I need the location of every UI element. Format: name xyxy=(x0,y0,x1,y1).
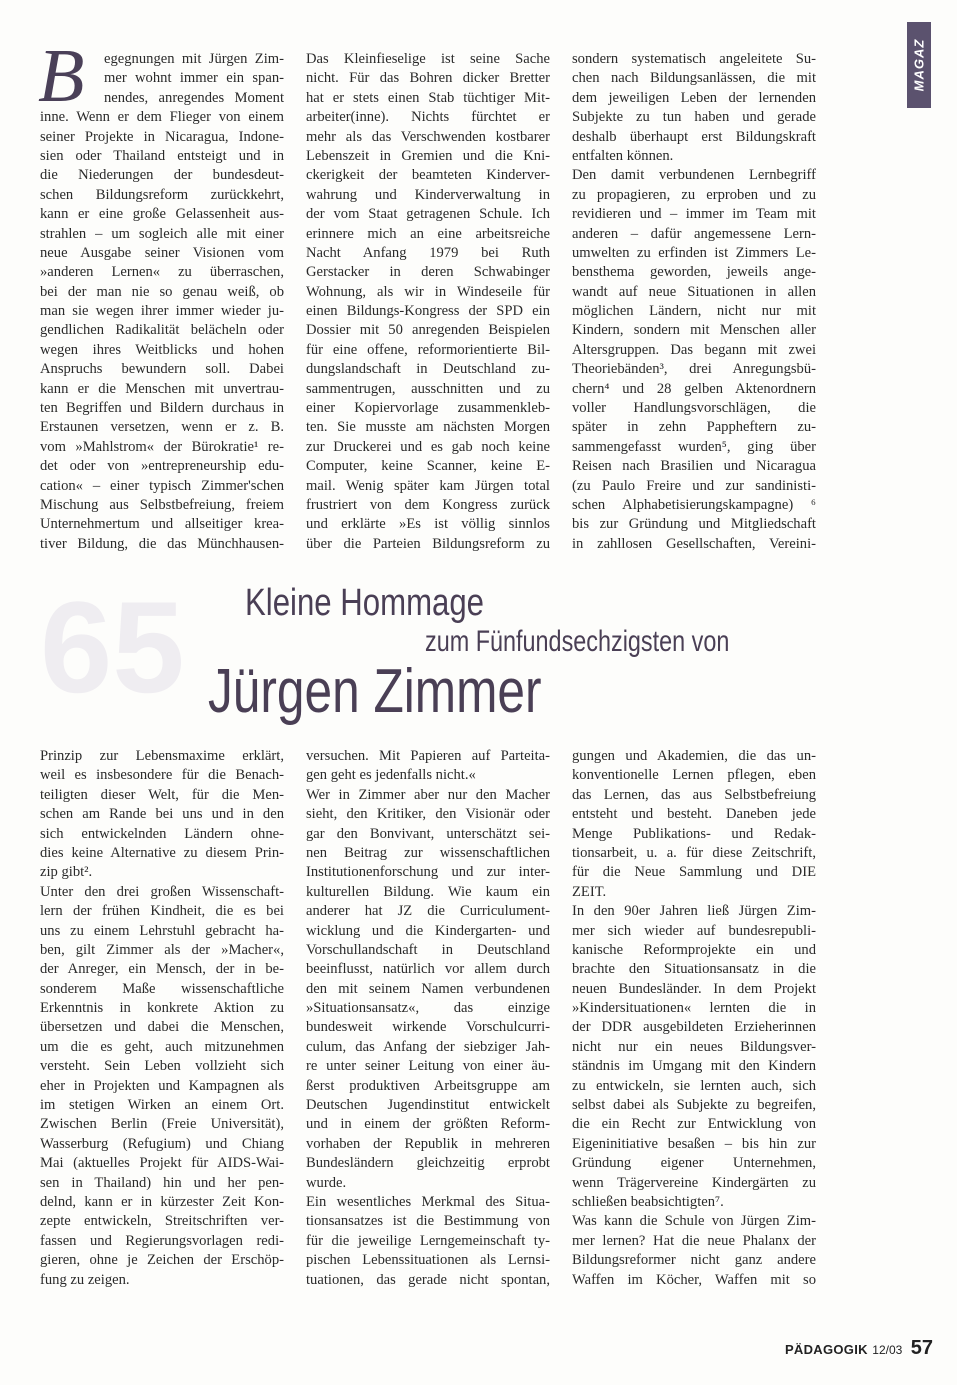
text-line: mer sich wieder auf bundesrepubli- xyxy=(572,922,816,939)
text-line: teiligten dieser Welt, für die Men- xyxy=(40,786,284,803)
title-line-3: Jürgen Zimmer xyxy=(208,657,542,726)
text-line: Reisen nach Brasilien und Nicaragua xyxy=(572,458,816,475)
text-line: sien oder Thailand entsteigt und in xyxy=(40,147,284,164)
text-line: konventionelle Lernen pflegen, eben xyxy=(572,767,816,784)
text-line: nendes, anregendes Moment xyxy=(104,89,284,106)
text-line: zepte entwickeln, Streitschriften ver- xyxy=(40,1213,284,1230)
text-line: Bundesländern gleichzeitig erprobt xyxy=(306,1155,550,1172)
text-line: ZEIT. xyxy=(572,883,607,900)
text-line: zur Druckerei und es gab noch keine xyxy=(306,438,550,455)
text-line: mer wohnt immer ein span- xyxy=(104,70,284,87)
text-line: fung zu zeigen. xyxy=(40,1271,130,1288)
text-line: und erklärte »Es ist völlig sinnlos xyxy=(306,516,550,533)
text-line: weil es insbesondere für die Benach- xyxy=(40,767,284,784)
text-line: kanische Reformprojekte ein und xyxy=(572,941,816,958)
text-line: möglichen Ländern, nicht nur mit xyxy=(572,303,816,320)
section-tab-label: MAGAZ xyxy=(911,38,927,92)
text-line: gieren, ohne je Zeichen der Erschöp- xyxy=(40,1252,284,1269)
text-line: der vom Staat getragenen Schule. Ich xyxy=(306,206,550,223)
title-line-2: zum Fünfundsechzigsten von xyxy=(425,625,730,658)
text-line: chen nach Bildungsanlässen, die mit xyxy=(572,70,816,87)
text-line: Bildungsreformer nicht ganz andere xyxy=(572,1252,816,1269)
text-line: culum, das Anfang der siebziger Jah- xyxy=(306,1038,550,1055)
title-watermark: 65 xyxy=(40,574,185,720)
text-line: Zwischen Berlin (Freie Universität), xyxy=(40,1116,284,1133)
text-line: ckerigkeit der beamteten Kinderver- xyxy=(306,167,550,184)
text-line: kann er die Menschen mit unvertrau- xyxy=(40,380,284,397)
text-line: »Kindersituationen« lernten die in xyxy=(572,1000,816,1017)
text-line: bensthema geworden, jeweils ange- xyxy=(572,264,816,281)
text-line: sammengefasst wurden⁵, ging über xyxy=(572,438,816,455)
text-line: hat er stets einen Stab tüchtiger Mit- xyxy=(306,89,550,106)
text-line: Wohnung, als wir in Windeseile für xyxy=(306,283,550,300)
text-line: beeinflusst, natürlich vor allem durch xyxy=(306,961,550,978)
text-line: wurde. xyxy=(306,1174,347,1191)
text-line: Mai (aktuelles Projekt für AIDS-Wai- xyxy=(40,1155,284,1172)
text-line: det oder von »entrepreneurship edu- xyxy=(40,458,284,475)
article-column xyxy=(40,50,284,554)
issue-number: 12/03 xyxy=(872,1343,903,1357)
text-line: Was kann die Schule von Jürgen Zim- xyxy=(572,1213,816,1230)
text-line: Prinzip zur Lebensmaxime erklärt, xyxy=(40,748,284,764)
text-line: Ein wesentliches Merkmal des Situa- xyxy=(306,1193,550,1210)
text-line: bundesweit wirkende Vorschulcurri- xyxy=(306,1019,550,1036)
text-line: Den damit verbundenen Lernbegriff xyxy=(572,167,816,184)
text-line: umwelten zu erfinden ist Zimmers Le- xyxy=(572,244,816,261)
text-line: versuchen. Mit Papieren auf Parteita- xyxy=(306,748,550,764)
text-line: einen Bildungs-Kongress der SPD ein xyxy=(306,303,550,320)
text-line: selbst dabei als Subjekte zu begreifen, xyxy=(572,1097,816,1114)
text-line: »Situationsansatz«, das einzige xyxy=(306,1000,550,1017)
text-line: zu propagieren, zu erproben und zu xyxy=(572,186,816,203)
text-line: seiner Projekte in Nicaragua, Indone- xyxy=(40,128,284,145)
text-line: Dossier mit 50 anregenden Beispielen xyxy=(306,322,550,339)
text-line: egegnungen mit Jürgen Zim- xyxy=(104,51,284,67)
text-line: kulturellen Bildung. Wie kaum ein xyxy=(306,883,550,900)
text-line: sonderem Maße wissenschaftliche xyxy=(40,980,284,997)
text-line: Vorschullandschaft in Deutschland xyxy=(306,941,550,958)
text-line: arbeiter(inne). Nichts fürchtet er xyxy=(306,109,550,126)
text-line: neuen Bundesländer. In dem Projekt xyxy=(572,980,816,997)
text-line: Altersgruppen. Das begann mit zwei xyxy=(572,341,816,358)
text-line: eher in Projekten und Kampagnen als xyxy=(40,1077,284,1094)
text-line: chern⁴ und 28 gelben Aktenordnern xyxy=(572,380,816,397)
text-line: Kindern, sondern mit Menschen aller xyxy=(572,322,816,339)
text-line: Unter den drei großen Wissenschaft- xyxy=(40,883,284,900)
text-line: mehr als das Verschwenden kostbarer xyxy=(306,128,550,145)
text-line: sen in Thailand) hin und her pen- xyxy=(40,1174,284,1191)
text-line: neue Ausgabe seiner Visionen vom xyxy=(40,244,284,261)
text-line: In den 90er Jahren ließ Jürgen Zim- xyxy=(572,903,816,920)
text-line: gungen und Akademien, die das un- xyxy=(572,748,816,764)
text-line: wegen ihres Weitblicks und hohen xyxy=(40,341,284,358)
text-line: wandt auf neue Situationen in allen xyxy=(572,283,816,300)
text-line: sieht, den Kritiker, den Visionär oder xyxy=(306,806,550,823)
page-footer xyxy=(785,1337,933,1360)
text-line: die ein Recht zur Entwicklung von xyxy=(572,1116,816,1133)
text-line: Deutschen Jugendinstitut entwickelt xyxy=(306,1097,550,1114)
section-tab xyxy=(907,22,931,108)
text-line: Unternehmertum und allseitiger krea- xyxy=(40,516,284,533)
text-line: Theoriebänden³, drei Anregungsbü- xyxy=(572,361,816,378)
text-line: Mischung aus Selbstbefreiung, freiem xyxy=(40,496,284,513)
text-line: man sie wegen ihrer immer wieder ju- xyxy=(40,303,284,320)
text-line: schen Bildungsreform zurückkehrt, xyxy=(40,186,284,203)
article-column xyxy=(306,50,550,554)
text-line: gen geht es jedenfalls nicht.« xyxy=(306,767,476,784)
text-line: Institutionenforschung und zur inter- xyxy=(306,864,550,881)
text-line: in zahllosen Gesellschaften, Vereini- xyxy=(572,535,816,552)
text-line: uns zu einem Lehrstuhl gebracht ha- xyxy=(40,922,284,939)
text-line: (zu Paulo Freire und zur sandinisti- xyxy=(572,477,816,494)
text-line: dungslandschaft in Deutschland zu- xyxy=(306,361,550,378)
text-line: um die es geht, auch mitzunehmen xyxy=(40,1038,284,1055)
title-line-1: Kleine Hommage xyxy=(245,582,485,624)
text-line: die Niederungen der bundesdeut- xyxy=(40,167,284,184)
text-line: im stetigen Wirken an einem Ort. xyxy=(40,1097,284,1114)
text-line: schließen beabsichtigten⁷. xyxy=(572,1193,724,1210)
text-line: ten. Sie musste am nächsten Morgen xyxy=(306,419,550,436)
text-line: ten Begriffen und Bildern durchaus in xyxy=(40,400,284,417)
text-line: zip gibt². xyxy=(40,864,93,881)
text-line: frustriert von dem Kongress zurück xyxy=(306,496,550,513)
text-line: nicht. Für das Bohren dicker Bretter xyxy=(306,70,550,87)
text-line: gar den Bonvivant, unterschätzt sei- xyxy=(306,825,550,842)
text-line: nen Beitrag zur wissenschaftlichen xyxy=(306,844,550,861)
text-line: bei der man nie so genau weiß, ob xyxy=(40,283,284,300)
text-line: Eigeninitiative besaßen – bis hin zur xyxy=(572,1135,816,1152)
text-line: erinnere mich an eine arbeitsreiche xyxy=(306,225,550,242)
text-line: vorhaben der Republik in mehreren xyxy=(306,1135,550,1152)
text-line: Das Kleinfieselige ist seine Sache xyxy=(306,51,550,67)
article-column xyxy=(40,747,284,1290)
text-line: tionsarbeit, u. a. für diese Zeitschrift, xyxy=(572,844,816,861)
text-line: Gründung eigener Unternehmen, xyxy=(572,1155,816,1172)
text-line: mail. Wenig später kam Jürgen total xyxy=(306,477,550,494)
text-line: für eine offene, reformorientierte Bil- xyxy=(306,341,550,358)
text-line: anderen – dafür angemessene Lern- xyxy=(572,225,816,242)
text-line: vom »Mahlstrom« der Bürokratie¹ re- xyxy=(40,438,284,455)
text-line: Gerstacker in deren Schwabinger xyxy=(306,264,550,281)
text-line: delnd, kann er in kürzester Zeit Kon- xyxy=(40,1193,284,1210)
text-line: ben, gilt Zimmer als der »Macher«, xyxy=(40,941,284,958)
text-line: wenn Trägervereine Kindergärten zu xyxy=(572,1174,816,1191)
text-line: bis zur Gründung und Mitgliedschaft xyxy=(572,516,816,533)
text-line: tuationen, das gerade nicht spontan, xyxy=(306,1271,550,1288)
text-line: übersetzen und dabei die Menschen, xyxy=(40,1019,284,1036)
text-line: sich entwickelnden Ländern ohne- xyxy=(40,825,284,842)
text-line: und in einem der größten Reform- xyxy=(306,1116,550,1133)
text-line: ständnis im Umgang mit den Kindern xyxy=(572,1058,816,1075)
text-line: für die jeweilige Lerngemeinschaft ty- xyxy=(306,1232,550,1249)
article-column xyxy=(306,747,550,1290)
text-line: dies keine Alternative zu diesem Prin- xyxy=(40,844,284,861)
text-line: re unter seiner Leitung von einer äu- xyxy=(306,1058,550,1075)
text-line: einer Kopiervorlage zusammenkleb- xyxy=(306,400,550,417)
text-line: für die Neue Sammlung und DIE xyxy=(572,864,816,881)
text-line: zu entwickeln, sie lernten auch, sich xyxy=(572,1077,816,1094)
text-line: über die Parteien Bildungsreform zu xyxy=(306,535,550,552)
text-line: wicklung und die Kindergarten- und xyxy=(306,922,550,939)
text-line: revidieren und – immer im Team mit xyxy=(572,206,816,223)
text-line: pischen Lebenssituationen als Lernsi- xyxy=(306,1252,550,1269)
text-line: kann er eine große Gelassenheit aus- xyxy=(40,206,284,223)
text-line: schen am Rande bei uns und in den xyxy=(40,806,284,823)
text-line: sammentrugen, ausschnitten und zu xyxy=(306,380,550,397)
text-line: Wer in Zimmer aber nur den Macher xyxy=(306,786,550,803)
text-line: Menge Publikations- und Redak- xyxy=(572,825,816,842)
text-line: dem jeweiligen Leben der lernenden xyxy=(572,89,816,106)
journal-name: PÄDAGOGIK xyxy=(784,1342,868,1357)
text-line: der DDR ausgebildeten Erzieherinnen xyxy=(572,1019,816,1036)
text-line: Wasserburg (Refugium) und Chiang xyxy=(40,1135,284,1152)
article-column xyxy=(572,50,816,554)
text-line: brachte den Situationsansatz in die xyxy=(572,961,816,978)
text-line: wahrung und Kinderverwaltung in xyxy=(306,186,550,203)
text-line: fassen und Regierungsvorlagen redi- xyxy=(40,1232,284,1249)
text-line: lern der frühen Kindheit, die es bei xyxy=(40,903,284,920)
text-line: gendlichen Radikalität belächeln oder xyxy=(40,322,284,339)
text-line: tionsansatzes ist die Bestimmung von xyxy=(306,1213,550,1230)
text-line: Erkenntnis in konkrete Aktion zu xyxy=(40,1000,284,1017)
text-line: entfalten können. xyxy=(572,147,674,164)
text-line: mer lernen? Hat die neue Phalanx der xyxy=(572,1232,816,1249)
text-line: Erstaunen versetzen, wenn er z. B. xyxy=(40,419,284,436)
text-line: Subjekte zu tun haben und gerade xyxy=(572,109,816,126)
text-line: den mit seinem Namen verbundenen xyxy=(306,980,550,997)
text-line: sondern systematisch angeleitete Su- xyxy=(572,51,816,67)
text-line: entsteht und besteht. Daneben jede xyxy=(572,806,816,823)
text-line: Computer, keine Scanner, keine E- xyxy=(306,458,550,475)
text-line: cation« – einer typisch Zimmer'schen xyxy=(40,477,284,494)
text-line: strahlen – um sogleich alle mit einer xyxy=(40,225,284,242)
text-line: voller Handlungsvorschlägen, die xyxy=(572,400,816,417)
text-line: später in zehn Pappheftern zu- xyxy=(572,419,816,436)
text-line: der Anreger, ein Mensch, der in be- xyxy=(40,961,284,978)
text-line: inne. Wenn er dem Flieger von einem xyxy=(40,109,284,126)
text-line: das Lernen, das aus Selbstbefreiung xyxy=(572,786,816,803)
text-line: anderer hat JZ die Curriculument- xyxy=(306,903,550,920)
text-line: »anderen Lernen« zu überraschen, xyxy=(40,264,284,281)
text-line: Lebenszeit in Gremien und die Kni- xyxy=(306,147,550,164)
page-number: 57 xyxy=(910,1337,933,1359)
text-line: schen Alphabetisierungskampagne) ⁶ xyxy=(572,496,816,513)
article-column xyxy=(572,747,816,1290)
drop-cap: B xyxy=(38,34,85,118)
text-line: nicht nur ein neues Bildungsver- xyxy=(572,1038,816,1055)
text-line: tiver Bildung, die das Münchhausen- xyxy=(40,535,284,552)
text-line: Anspruchs bewundern soll. Dabei xyxy=(40,361,284,378)
text-line: versteht. Sein Leben vollzieht sich xyxy=(40,1058,284,1075)
text-line: ßerst produktiven Arbeitsgruppe am xyxy=(306,1077,550,1094)
text-line: Nacht Anfang 1979 bei Ruth xyxy=(306,244,550,261)
text-line: Waffen im Köcher, Waffen mit so xyxy=(572,1271,816,1288)
text-line: deshalb überhaupt erst Bildungskraft xyxy=(572,128,816,145)
